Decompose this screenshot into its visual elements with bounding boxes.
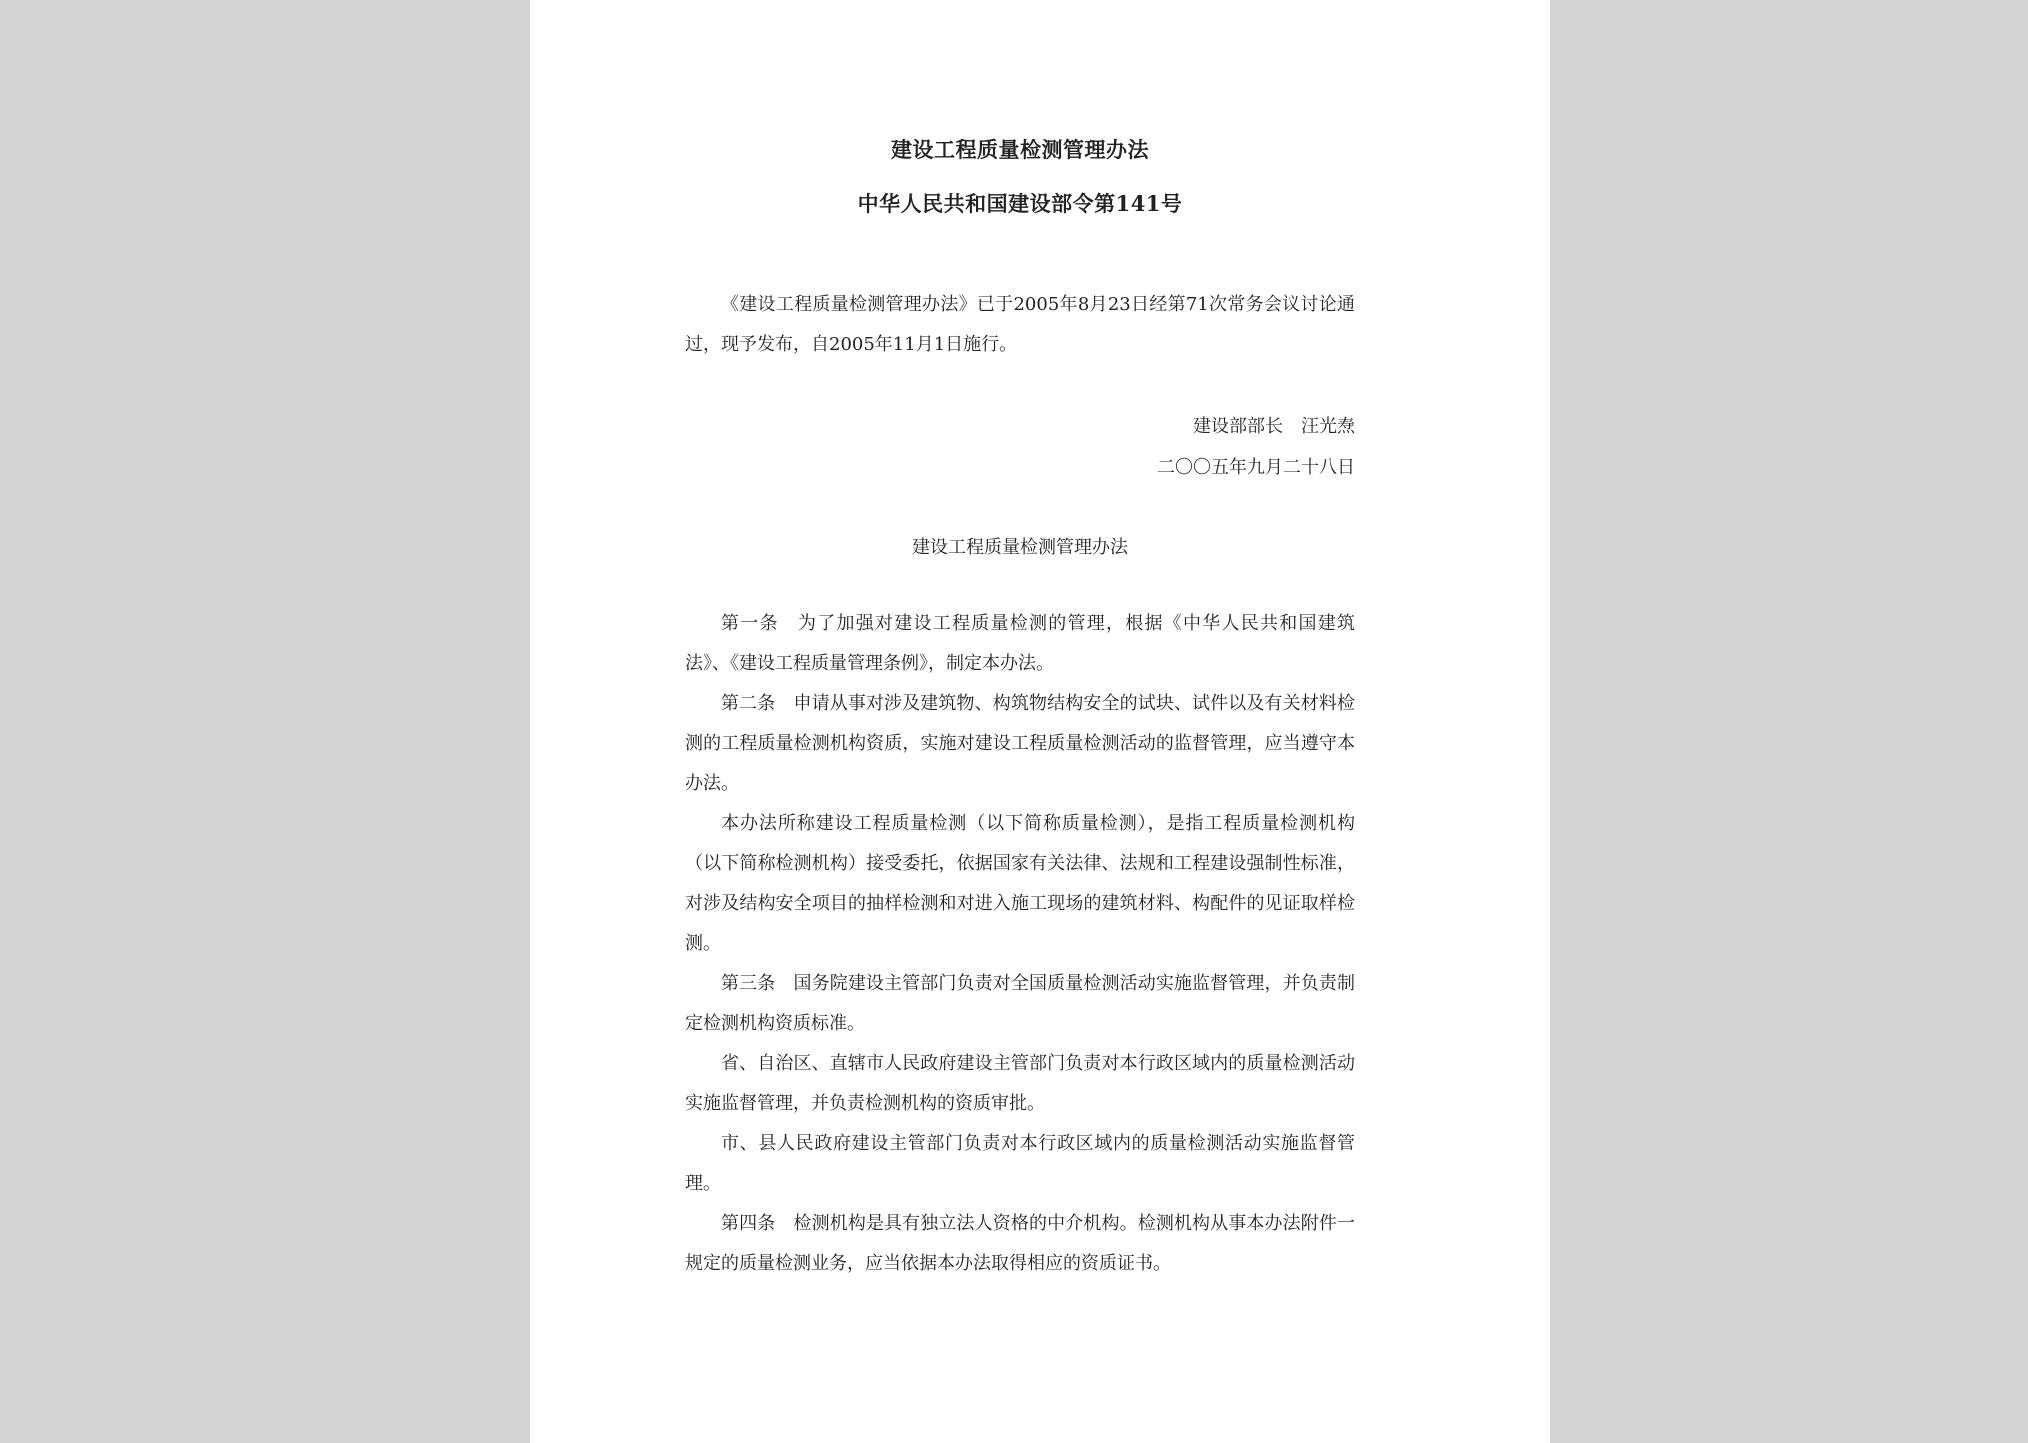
article-paragraph: 第一条 为了加强对建设工程质量检测的管理，根据《中华人民共和国建筑法》、《建设工程质量管理条例》，制定本办法。: [685, 613, 1355, 674]
intro-paragraph: 《建设工程质量检测管理办法》已于2005年8月23日经第71次常务会议讨论通过，现予发布，自2005年11月1日施行。: [685, 294, 1355, 355]
articles-body: [685, 604, 1355, 1284]
document-title: 建设工程质量检测管理办法: [891, 137, 1149, 162]
order-number-line: 中华人民共和国建设部令第141号: [857, 191, 1183, 216]
article-paragraph: 第三条 国务院建设主管部门负责对全国质量检测活动实施监督管理，并负责制定检测机构资质标准。: [685, 973, 1355, 1034]
article-paragraph: 本办法所称建设工程质量检测（以下简称质量检测），是指工程质量检测机构（以下简称检测机构）接受委托，依据国家有关法律、法规和工程建设强制性标准，对涉及结构安全项目的抽样检测和对进入施工现场的建筑材料、构配件的见证取样检测。: [685, 813, 1355, 954]
article-paragraph: 第二条 申请从事对涉及建筑物、构筑物结构安全的试块、试件以及有关材料检测的工程质量检测机构资质，实施对建设工程质量检测活动的监督管理，应当遵守本办法。: [685, 693, 1355, 794]
signing-date: 二〇〇五年九月二十八日: [1157, 457, 1355, 478]
article-paragraph: 省、自治区、直辖市人民政府建设主管部门负责对本行政区域内的质量检测活动实施监督管理，并负责检测机构的资质审批。: [685, 1053, 1355, 1114]
section-title: 建设工程质量检测管理办法: [912, 537, 1128, 558]
document-page: [530, 0, 1550, 1443]
signatory: 建设部部长 汪光焘: [1193, 416, 1355, 437]
article-paragraph: 第四条 检测机构是具有独立法人资格的中介机构。检测机构从事本办法附件一规定的质量检测业务，应当依据本办法取得相应的资质证书。: [685, 1213, 1355, 1274]
article-paragraph: 市、县人民政府建设主管部门负责对本行政区域内的质量检测活动实施监督管理。: [685, 1133, 1355, 1194]
